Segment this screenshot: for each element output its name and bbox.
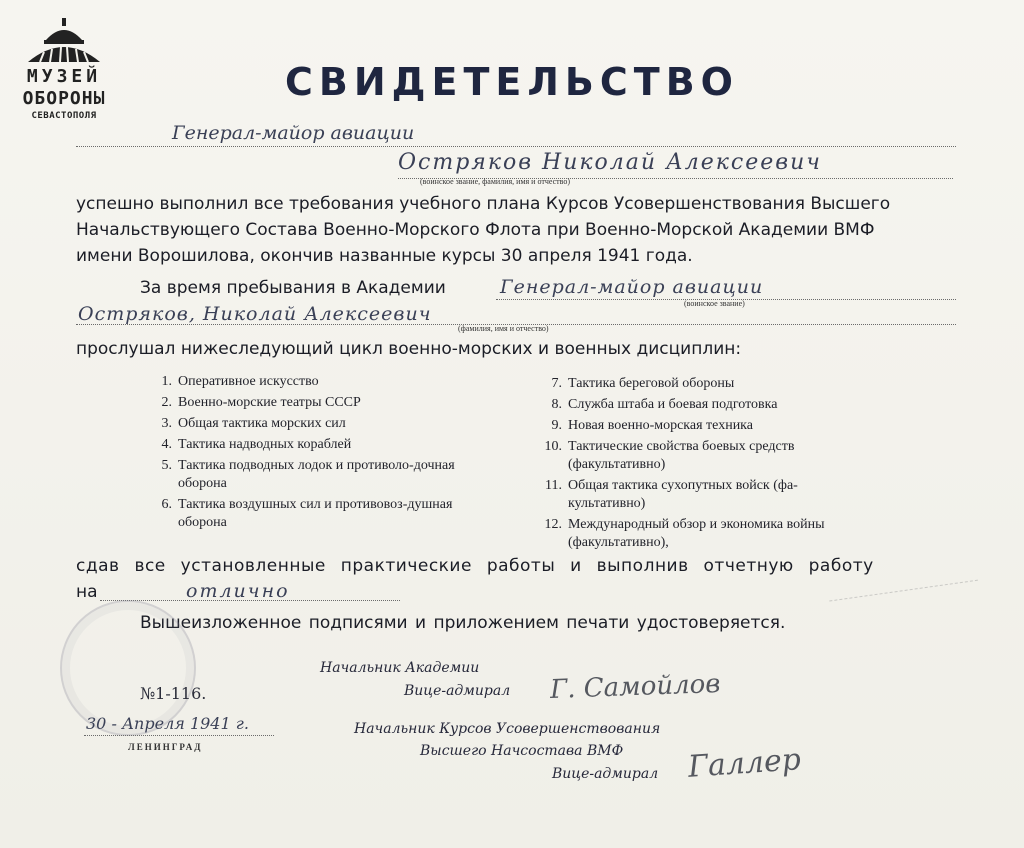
rank-handwritten: Генерал-майор авиации [172, 122, 415, 144]
list-item-number: 9. [551, 418, 562, 433]
signature-2: Галлер [686, 742, 803, 785]
document-number: №1-116. [140, 684, 207, 703]
grade-rule [100, 600, 400, 601]
list-item-text: Тактика подводных лодок и противоло-дочная оборона [178, 458, 455, 491]
list-item-text: Оперативное искусство [178, 374, 319, 389]
courses-intro: прослушал нижеследующий цикл военно-морских и военных дисциплин: [76, 339, 742, 359]
list-item [540, 396, 875, 414]
completion-grade-handwritten: отлично [186, 580, 290, 602]
list-item [540, 438, 875, 474]
vice-admiral-1-label: Вице-адмирал [404, 683, 511, 699]
document-title: СВИДЕТЕЛЬСТВО [285, 60, 739, 104]
date-handwritten: 30 - Апреля 1941 г. [86, 714, 249, 733]
name-handwritten: Остряков Николай Алексеевич [398, 150, 822, 175]
logo-line-3: СЕВАСТОПОЛЯ [31, 111, 97, 121]
list-item-number: 6. [161, 497, 172, 512]
stay-name-handwritten: Остряков, Николай Алексеевич [78, 303, 432, 325]
list-item [540, 477, 875, 513]
list-item [540, 375, 875, 393]
list-item-text: Новая военно-морская техника [568, 418, 753, 433]
list-item-number: 11. [545, 478, 562, 493]
list-item-text: Общая тактика сухопутных войск (фа-культативно) [568, 478, 798, 511]
logo-line-1: МУЗЕЙ [26, 66, 102, 87]
vice-admiral-2-label: Вице-адмирал [552, 766, 659, 782]
list-item-number: 1. [161, 374, 172, 389]
head-courses-label-2: Высшего Начсостава ВМФ [420, 743, 624, 759]
list-item-number: 3. [161, 416, 172, 431]
list-item-text: Тактика береговой обороны [568, 376, 735, 391]
list-item [540, 417, 875, 435]
list-item [150, 415, 495, 433]
list-item [150, 373, 495, 391]
paragraph-1-line-3: имени Ворошилова, окончив названные курсы 30 апреля 1941 года. [76, 246, 693, 266]
courses-right-list [540, 375, 875, 555]
list-item-text: Общая тактика морских сил [178, 416, 346, 431]
city-label: ЛЕНИНГРАД [128, 742, 203, 752]
list-item [150, 457, 495, 493]
head-academy-label: Начальник Академии [320, 660, 480, 676]
list-item-text: Тактика надводных кораблей [178, 437, 352, 452]
completion-line: сдав все установленные практические работы и выполнив отчетную работу [76, 556, 874, 576]
list-item-number: 12. [544, 517, 562, 532]
museum-dome-icon [22, 18, 106, 66]
paragraph-1-line-1: успешно выполнил все требования учебного плана Курсов Усовершенствования Высшего [76, 194, 891, 214]
paragraph-1-line-2: Начальствующего Состава Военно-Морского Флота при Военно-Морской Академии ВМФ [76, 220, 875, 240]
list-item-text: Международный обзор и экономика войны (факультативно), [568, 517, 825, 550]
stay-rank-caption: (воинское звание) [684, 299, 745, 308]
list-item-text: Тактические свойства боевых средств (факультативно) [568, 439, 795, 472]
list-item-number: 7. [551, 376, 562, 391]
name-caption: (воинское звание, фамилия, имя и отчество) [420, 177, 571, 186]
rank-rule [76, 146, 956, 147]
list-item [150, 436, 495, 454]
list-item-number: 5. [161, 458, 172, 473]
list-item-text: Военно-морские театры СССР [178, 395, 361, 410]
stay-intro: За время пребывания в Академии [140, 278, 446, 298]
list-item [150, 394, 495, 412]
logo-line-2: ОБОРОНЫ [22, 88, 106, 109]
list-item-number: 10. [544, 439, 562, 454]
list-item [540, 516, 875, 552]
list-item [150, 496, 495, 532]
list-item-number: 4. [161, 437, 172, 452]
stay-rank-handwritten: Генерал-майор авиации [500, 276, 764, 298]
completion-na: на [76, 582, 98, 602]
list-item-number: 2. [161, 395, 172, 410]
stay-name-caption: (фамилия, имя и отчество) [458, 324, 549, 333]
courses-left-list [150, 373, 495, 535]
list-item-text: Служба штаба и боевая подготовка [568, 397, 778, 412]
certify-line: Вышеизложенное подписями и приложением печати удостоверяется. [140, 613, 786, 633]
list-item-number: 8. [551, 397, 562, 412]
signature-1: Г. Самойлов [549, 669, 721, 705]
date-rule [84, 735, 274, 736]
head-courses-label-1: Начальник Курсов Усовершенствования [354, 721, 661, 737]
list-item-text: Тактика воздушных сил и противовоз-душная оборона [178, 497, 453, 530]
